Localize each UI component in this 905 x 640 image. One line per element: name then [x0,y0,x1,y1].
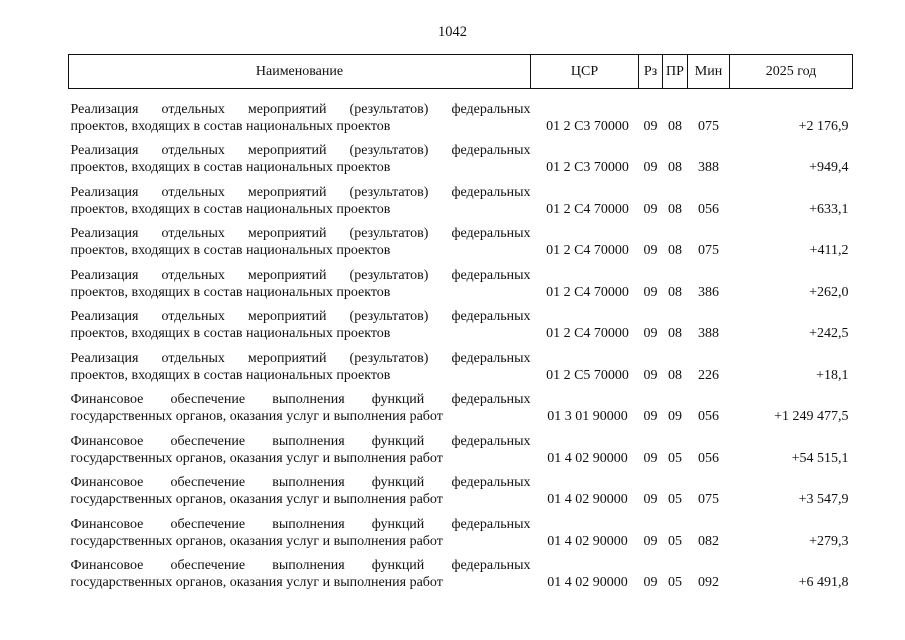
column-header-year: 2025 год [730,55,853,89]
row-name-line2: проектов, входящих в состав национальных проектов [70,326,391,341]
row-csr: 01 4 02 90000 [547,533,628,549]
row-name-line1: Финансовое обеспечение выполнения функций федеральных [70,392,531,407]
row-name-line1: Финансовое обеспечение выполнения функций федеральных [70,433,531,449]
row-pr: 08 [668,160,682,175]
row-csr: 01 2 С4 70000 [546,284,629,300]
row-name-line2: государственных органов, оказания услуг и выполнения работ [70,533,443,549]
row-csr: 01 2 С4 70000 [546,201,629,217]
row-min: 092 [698,575,719,590]
row-name-line1: Реализация отдельных мероприятий (результатов) федеральных [70,350,531,366]
row-name-line1: Финансовое обеспечение выполнения функций федеральных [70,516,531,532]
row-value: +411,2 [809,243,849,258]
row-pr: 08 [668,201,682,217]
row-min: 388 [698,326,719,341]
table-row [69,550,853,592]
row-pr: 08 [668,284,682,300]
row-min: 056 [698,450,719,466]
row-rz: 09 [643,575,658,590]
column-header-rz: Рз [639,55,663,89]
column-header-name: Наименование [69,55,531,89]
row-name [69,384,531,426]
row-value: +2 176,9 [798,118,849,134]
row-name-line1: Реализация отдельных мероприятий (результатов) федеральных [70,143,531,158]
row-rz: 09 [643,533,658,549]
table-row [69,467,853,509]
row-name-line2: проектов, входящих в состав национальных проектов [70,160,391,175]
row-csr: 01 2 С3 70000 [546,160,629,175]
row-csr: 01 4 02 90000 [547,492,628,507]
row-name-line2: проектов, входящих в состав национальных проектов [70,367,391,383]
row-value: +279,3 [809,533,849,549]
row-csr: 01 4 02 90000 [547,575,628,590]
header-row [69,55,853,89]
table-row [69,342,853,384]
row-rz: 09 [643,450,658,466]
row-name-line1: Реализация отдельных мероприятий (результатов) федеральных [70,101,531,117]
table-row [69,259,853,301]
table-row [69,176,853,218]
row-csr: 01 2 С5 70000 [546,367,629,383]
row-min: 075 [698,243,719,258]
row-rz: 09 [643,201,658,217]
row-pr: 05 [668,450,682,466]
row-rz: 09 [643,118,658,134]
table-body [69,89,853,592]
row-name-line2: проектов, входящих в состав национальных проектов [70,243,391,258]
row-name [69,550,531,592]
row-min: 386 [698,284,719,300]
row-min: 075 [698,118,719,134]
row-csr: 01 2 С4 70000 [546,243,629,258]
table-row [69,135,853,177]
row-name [69,135,531,177]
row-name-line1: Реализация отдельных мероприятий (результатов) федеральных [70,226,531,241]
row-value: +262,0 [809,284,849,300]
row-min: 082 [698,533,719,549]
row-name-line2: проектов, входящих в состав национальных проектов [70,118,391,134]
row-value: +3 547,9 [798,492,849,507]
row-name [69,467,531,509]
column-header-csr: ЦСР [531,55,639,89]
row-pr: 05 [668,575,682,590]
row-csr: 01 4 02 90000 [547,450,628,466]
row-rz: 09 [643,243,658,258]
row-value: +1 249 477,5 [774,409,849,424]
page-number: 1042 [438,24,467,40]
row-name [69,342,531,384]
row-csr: 01 2 С4 70000 [546,326,629,341]
row-name [69,218,531,260]
row-pr: 08 [668,326,682,341]
row-rz: 09 [643,492,658,507]
row-name-line2: государственных органов, оказания услуг и выполнения работ [70,450,443,466]
row-min: 056 [698,201,719,217]
table-row [69,384,853,426]
table-row [69,301,853,343]
table-header [69,55,853,89]
row-name-line2: проектов, входящих в состав национальных проектов [70,284,391,300]
row-name [69,301,531,343]
budget-table [68,54,853,591]
row-value: +18,1 [816,367,849,383]
row-rz: 09 [643,284,658,300]
table-row [69,218,853,260]
row-name-line1: Реализация отдельных мероприятий (результатов) федеральных [70,267,531,283]
row-name [69,89,531,135]
row-name [69,259,531,301]
row-pr: 05 [668,533,682,549]
row-pr: 08 [668,118,682,134]
row-rz: 09 [643,367,658,383]
row-min: 056 [698,409,719,424]
row-rz: 09 [643,409,658,424]
table-row [69,508,853,550]
row-value: +242,5 [809,326,849,341]
row-value: +633,1 [809,201,849,217]
row-name [69,508,531,550]
row-name [69,176,531,218]
row-pr: 08 [668,367,682,383]
row-csr: 01 2 С3 70000 [546,118,629,134]
row-name-line2: государственных органов, оказания услуг и выполнения работ [70,575,443,590]
row-min: 226 [698,367,719,383]
row-csr: 01 3 01 90000 [547,409,628,424]
row-name [69,425,531,467]
row-min: 075 [698,492,719,507]
row-name-line2: государственных органов, оказания услуг и выполнения работ [70,492,443,507]
table-row [69,425,853,467]
row-pr: 05 [668,492,682,507]
row-name-line1: Финансовое обеспечение выполнения функций федеральных [70,558,531,573]
row-rz: 09 [643,160,658,175]
row-min: 388 [698,160,719,175]
row-pr: 09 [668,409,682,424]
row-pr: 08 [668,243,682,258]
row-name-line1: Реализация отдельных мероприятий (результатов) федеральных [70,309,531,324]
row-name-line1: Финансовое обеспечение выполнения функций федеральных [70,475,531,490]
row-value: +949,4 [809,160,849,175]
column-header-min: Мин [688,55,730,89]
table-row [69,89,853,135]
row-name-line2: государственных органов, оказания услуг и выполнения работ [70,409,443,424]
row-name-line2: проектов, входящих в состав национальных проектов [70,201,391,217]
row-rz: 09 [643,326,658,341]
row-name-line1: Реализация отдельных мероприятий (результатов) федеральных [70,184,531,200]
row-value: +6 491,8 [798,575,849,590]
row-value: +54 515,1 [791,450,849,466]
column-header-pr: ПР [663,55,688,89]
